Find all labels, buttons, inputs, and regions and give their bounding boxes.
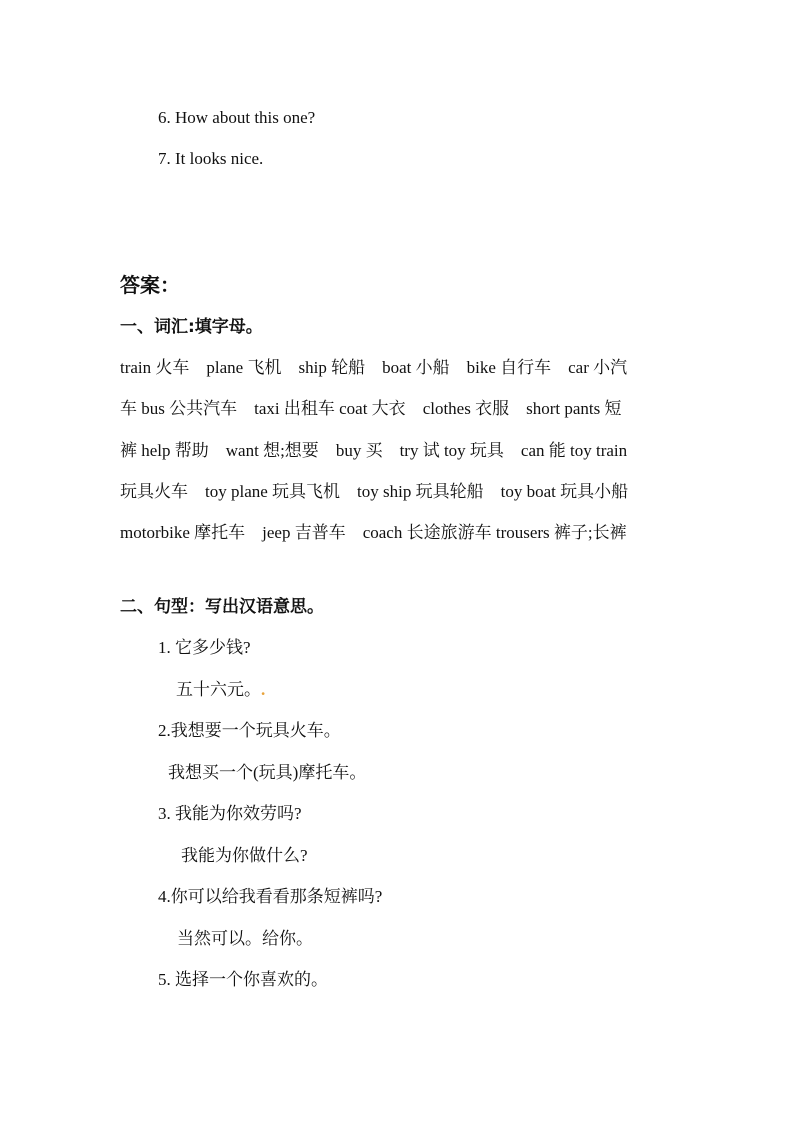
sentence-3-answer: 我能为你做什么? <box>181 846 308 865</box>
vocab-item: taxi 出租车 coat 大衣 <box>254 399 406 418</box>
sentence-1: 1. 它多少钱? <box>158 638 251 657</box>
vocab-item: jeep 吉普车 <box>262 523 346 542</box>
vocab-item: clothes 衣服 <box>422 399 510 418</box>
vocab-item: 裤 help 帮助 <box>120 441 209 460</box>
vocab-item: ship 轮船 <box>298 358 366 377</box>
sentence-5: 5. 选择一个你喜欢的。 <box>158 970 328 989</box>
vocab-item: motorbike 摩托车 <box>120 523 246 542</box>
sentence-3: 3. 我能为你效劳吗? <box>158 804 302 823</box>
sentence-4-answer: 当然可以。给你。 <box>177 929 313 948</box>
vocab-item: toy boat 玩具小船 <box>500 482 629 501</box>
sentence-1-answer: 五十六元。. <box>176 680 266 699</box>
vocab-item: coach 长途旅游车 trousers 裤子;长裤 <box>362 523 627 542</box>
vocab-line-5 <box>120 522 680 544</box>
vocab-item: toy plane 玩具飞机 <box>205 482 341 501</box>
sentence-2: 2.我想要一个玩具火车。 <box>158 721 341 740</box>
section2-title: 二、句型：写出汉语意思。 <box>120 597 324 617</box>
vocab-item: 车 bus 公共汽车 <box>120 399 238 418</box>
vocab-item: try 试 toy 玩具 <box>399 441 504 460</box>
item-6: 6. How about this one? <box>158 108 316 127</box>
section1-title: 一、词汇:填字母。 <box>120 317 263 337</box>
vocab-line-1 <box>120 357 680 379</box>
vocab-item: want 想;想要 <box>225 441 319 460</box>
vocab-item: train 火车 <box>120 358 190 377</box>
vocab-item: buy 买 <box>335 441 383 460</box>
vocab-item: short pants 短 <box>526 399 622 418</box>
vocab-item: car 小汽 <box>568 358 628 377</box>
vocab-item: plane 飞机 <box>206 358 282 377</box>
vocab-line-2 <box>120 398 680 420</box>
sentence-2-answer: 我想买一个(玩具)摩托车。 <box>168 763 367 782</box>
vocab-item: toy ship 玩具轮船 <box>357 482 484 501</box>
vocab-line-3 <box>120 440 680 462</box>
orange-dot-icon: . <box>261 680 266 699</box>
answer-heading: 答案： <box>120 273 180 297</box>
vocab-item: boat 小船 <box>382 358 450 377</box>
vocab-item: 玩具火车 <box>120 482 188 501</box>
sentence-4: 4.你可以给我看看那条短裤吗? <box>158 887 383 906</box>
item-7: 7. It looks nice. <box>158 149 264 168</box>
vocab-item: can 能 toy train <box>520 441 628 460</box>
vocab-line-4 <box>120 481 680 503</box>
vocab-item: bike 自行车 <box>466 358 552 377</box>
